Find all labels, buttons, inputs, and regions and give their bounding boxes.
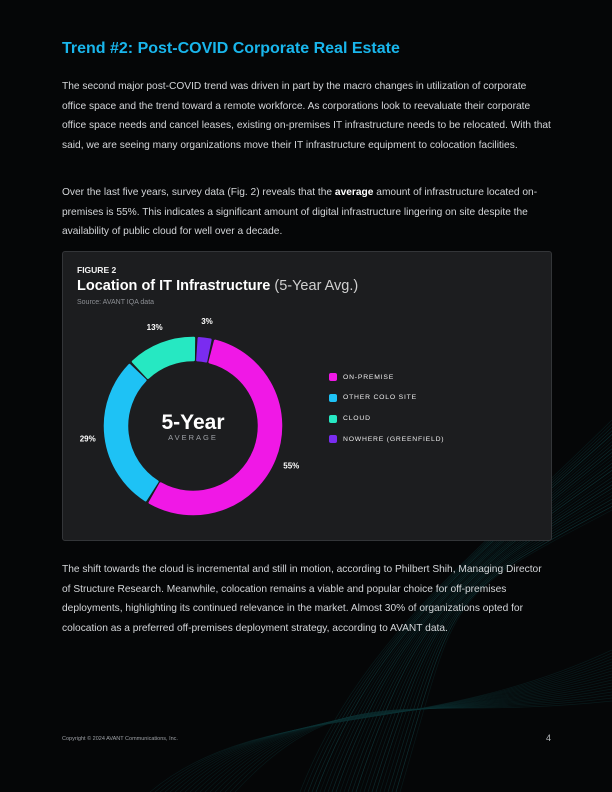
intro-paragraph: The second major post-COVID trend was driven in part by the macro changes in utilization of corporate office space and the trend toward a remote workforce. As corporations look to reevaluate their corporate office space needs and cancel leases, existing on-premises IT infrastructure needs to be relocated. With that said, we are seeing many organizations move their IT infrastructure equipment to colocation facilities. [62, 81, 551, 151]
wave-line [150, 650, 612, 792]
figure-source: Source: AVANT IQA data [77, 299, 155, 306]
slice-value-label: 55% [283, 461, 300, 471]
page-title: Trend #2: Post-COVID Corporate Real Estate [62, 40, 400, 57]
wave-line [215, 689, 612, 792]
wave-line [180, 668, 612, 792]
legend-item [329, 372, 444, 382]
figure-card [62, 251, 552, 541]
wave-line [400, 510, 612, 792]
center-label-sub: AVERAGE [168, 433, 218, 442]
legend-label: ON-PREMISE [343, 373, 395, 381]
wave-line [185, 671, 612, 792]
donut-chart [63, 252, 551, 540]
slice-value-label: 3% [201, 316, 213, 326]
chart-legend [329, 372, 444, 455]
legend-swatch [329, 415, 337, 423]
slice-value-label: 29% [79, 434, 96, 444]
figure-label: FIGURE 2 [77, 265, 117, 275]
legend-swatch [329, 435, 337, 443]
survey-text-after: amount of infrastructure located on-premises is 55%. This indicates a significant amount of digital infrastructure lingering on site despite the availability of public cloud for well over a decade. [62, 187, 538, 237]
wave-line [235, 701, 612, 792]
figure-title-sub: (5-Year Avg.) [274, 278, 359, 294]
survey-emphasis: average [334, 187, 374, 198]
legend-swatch [329, 394, 337, 402]
wave-line [388, 499, 612, 792]
wave-line [170, 662, 612, 792]
donut-slice-other-colo-site [105, 365, 157, 500]
figure-title-main: Location of IT Infrastructure [77, 278, 271, 294]
donut-slice-nowhere-greenfield [197, 338, 210, 361]
conclusion-paragraph: The shift towards the cloud is incremental and still in motion, according to Philbert Shih, Managing Director of Structure Research. Meanwhile, colocation remains a viable and popular choice for off-premises deployments, highlighting its continued relevance in the market. Almost 30% of organizations opted for colocation as a preferred off-premises deployment strategy, according to AVANT data. [62, 564, 542, 634]
legend-label: NOWHERE (GREENFIELD) [343, 435, 445, 443]
wave-line [396, 506, 612, 792]
wave-line [225, 695, 612, 792]
wave-line [230, 698, 612, 792]
footer-copyright: Copyright © 2024 AVANT Communications, Inc. [62, 736, 178, 742]
wave-line [155, 653, 612, 792]
legend-item [329, 393, 444, 403]
legend-item [329, 414, 444, 424]
wave-line [220, 692, 612, 792]
survey-paragraph [62, 183, 552, 242]
center-label-main: 5-Year [161, 411, 225, 434]
legend-item [329, 434, 444, 444]
wave-line [210, 686, 612, 792]
page-number: 4 [546, 733, 552, 743]
legend-swatch [329, 373, 337, 381]
survey-text-before: Over the last five years, survey data (Fig. 2) reveals that the [62, 187, 335, 198]
wave-line [160, 656, 612, 792]
legend-label: CLOUD [343, 415, 371, 423]
wave-line [175, 665, 612, 792]
donut-slice-cloud [133, 338, 194, 378]
legend-label: OTHER COLO SITE [343, 394, 417, 402]
wave-line [392, 503, 612, 792]
wave-line [165, 659, 612, 792]
slice-value-label: 13% [146, 323, 163, 333]
